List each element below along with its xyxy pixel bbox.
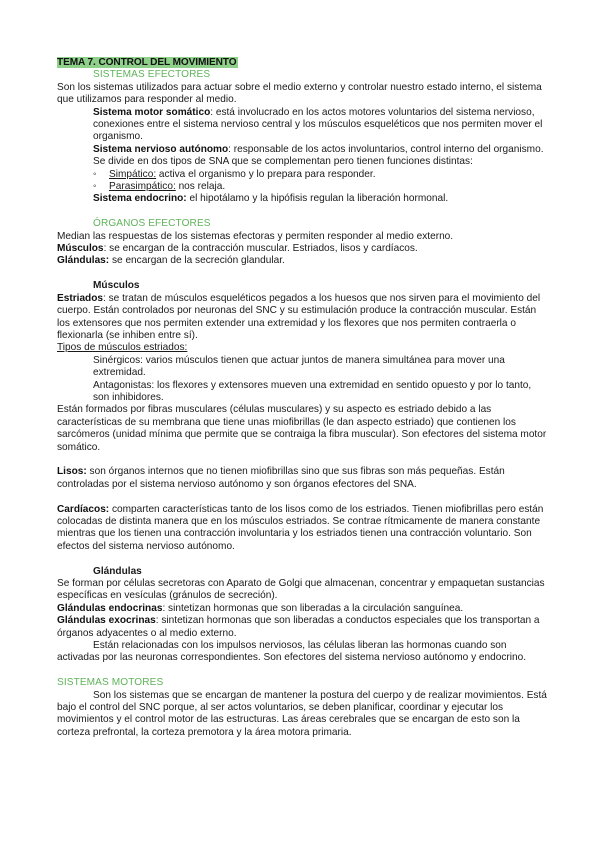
paragraph-formados: Están formados por fibras musculares (células musculares) y su aspecto es estriado debido a las características de su membrana que tiene unas miofibrillas (le dan aspecto estriado) que contienen los sarcómeros (unidad mínima que permite que se contraiga la fibra muscular). Son efectores del sistema motor somático. (57, 404, 547, 453)
text-musculos: : se encargan de la contracción muscular. Estriados, lisos y cardíacos. (103, 243, 418, 255)
paragraph-musculos-def (57, 243, 547, 255)
spacer (57, 268, 547, 280)
text-glandulas-endocrinas: : sintetizan hormonas que son liberadas a la circulación sanguínea. (162, 602, 464, 614)
paragraph-sistemas-intro: Son los sistemas utilizados para actuar sobre el medio externo y controlar nuestro estado interno, el sistema que utilizamos para responder al medio. (57, 81, 542, 106)
heading-sistemas-motores: SISTEMAS MOTORES (57, 677, 164, 689)
document-content (57, 57, 547, 739)
label-endocrino: Sistema endocrino: (93, 193, 187, 205)
paragraph-tipos (57, 342, 547, 354)
label-tipos-estriados: Tipos de músculos estriados: (57, 342, 188, 354)
paragraph-sistemas-motores: Son los sistemas que se encargan de mantener la postura del cuerpo y de realizar movimientos. Está bajo el control del SNC porque, al ser actos voluntarios, se deben planificar, coordinar y ejecutar los movimientos y el control motor de las estructuras. Las áreas cerebrales que se encargan de esto son la corteza prefrontal, la corteza premotora y la área motora primaria. (57, 689, 547, 738)
spacer (57, 665, 547, 677)
spacer (57, 206, 547, 218)
paragraph-cardiacos (57, 504, 547, 554)
label-simpatico: Simpático: (109, 168, 157, 180)
spacer (57, 454, 547, 466)
bullet-icon: ◦ (93, 168, 97, 180)
text-motor-somatico: : está involucrado en los actos motores voluntarios del sistema nervioso, conexiones entre el sistema nervioso central y los músculos esqueléticos que nos permiten mover el organismo. (93, 106, 543, 143)
label-nervioso-autonomo: Sistema nervioso autónomo (93, 143, 229, 155)
paragraph-glandulas-exocrinas (57, 615, 547, 640)
label-parasimpatico: Parasimpático: (109, 181, 176, 193)
document-title: TEMA 7. CONTROL DEL MOVIMIENTO (57, 57, 237, 68)
text-estriados: : se tratan de músculos esqueléticos pegados a los huesos que nos sirven para el movimiento del cuerpo. Están controlados por neuronas del SNC y su estimulación produce la contracción muscular. Están los extensores que nos permiten extender una extremidad y los flexores que nos permiten contraerla o flexionarla (se inhiben entre sí). (57, 292, 541, 341)
heading-musculos: Músculos (93, 280, 140, 292)
paragraph-nervioso-autonomo (57, 144, 547, 169)
paragraph-endocrino (57, 193, 547, 205)
title-line (57, 57, 547, 69)
paragraph-glandulas-relacion: Están relacionadas con los impulsos nerviosos, las células liberan las hormonas cuando son activadas por las neuronas correspondientes. Son efectores del sistema nervioso autónomo y endocrino. (57, 640, 527, 664)
text-simpatico: activa el organismo y lo prepara para responder. (156, 168, 376, 180)
paragraph-glandulas-endocrinas (57, 603, 547, 615)
label-motor-somatico: Sistema motor somático (93, 106, 211, 118)
label-glandulas: Glándulas: (57, 255, 110, 267)
paragraph-motor-somatico (57, 107, 547, 144)
heading-glandulas: Glándulas (93, 565, 142, 577)
paragraph-sinergicos: Sinérgicos: varios músculos tienen que actuar juntos de manera simultánea para mover una extremidad. (93, 354, 505, 379)
paragraph-organos-intro: Median las respuestas de los sistemas efectoras y permiten responder al medio externo. (57, 230, 454, 242)
bullet-icon: ◦ (93, 181, 97, 193)
paragraph-estriados (57, 293, 547, 343)
paragraph-glandulas-def (57, 255, 547, 267)
paragraph-antagonistas: Antagonistas: los flexores y extensores mueven una extremidad en sentido opuesto y por lo tanto, son inhibidores. (93, 379, 532, 403)
text-glandulas-exocrinas: : sintetizan hormonas que son liberadas a conductos especiales que los transportan a órganos adyacentes o al medio externo. (57, 615, 540, 639)
spacer (57, 553, 547, 565)
paragraph-lisos (57, 466, 547, 491)
label-lisos: Lisos: (57, 466, 87, 478)
label-estriados: Estriados (57, 292, 103, 304)
paragraph-glandulas-intro: Se forman por células secretoras con Aparato de Golgi que almacenan, concentrar y empaquetan sustancias específicas en vesículas (gránulos de secreción). (57, 577, 545, 602)
heading-organos-efectores: ÓRGANOS EFECTORES (93, 218, 211, 230)
text-endocrino: el hipotálamo y la hipófisis regulan la liberación hormonal. (186, 193, 449, 205)
text-lisos: son órganos internos que no tienen miofibrillas sino que sus fibras son más pequeñas. Están controladas por el sistema nervioso autónomo y son órganos efectores del SNA. (57, 466, 505, 490)
text-glandulas: se encargan de la secreción glandular. (109, 255, 285, 267)
spacer (57, 491, 547, 503)
text-parasimpatico: nos relaja. (175, 181, 226, 193)
list-item-simpatico (57, 169, 547, 181)
text-cardiacos: comparten características tanto de los lisos como de los estriados. Tienen miofibrillas pero están colocadas de distinta manera que en los músculos estriados. Se contrae rítmicamente de manera constante mientras que los tienen una contracción involuntaria y los estriados tienen una contracción voluntario. Son efectos del sistema nervioso autónomo. (57, 503, 544, 552)
text-nervioso-autonomo: : responsable de los actos involuntarios, control interno del organismo. Se divide en dos tipos de SNA que se complementan pero tienen funciones distintas: (93, 143, 544, 168)
list-item-parasimpatico (57, 181, 547, 193)
heading-sistemas-efectores: SISTEMAS EFECTORES (93, 69, 211, 81)
label-musculos: Músculos (57, 243, 104, 255)
label-cardiacos: Cardíacos: (57, 503, 110, 515)
label-glandulas-endocrinas: Glándulas endocrinas (57, 602, 163, 614)
label-glandulas-exocrinas: Glándulas exocrinas (57, 615, 156, 627)
